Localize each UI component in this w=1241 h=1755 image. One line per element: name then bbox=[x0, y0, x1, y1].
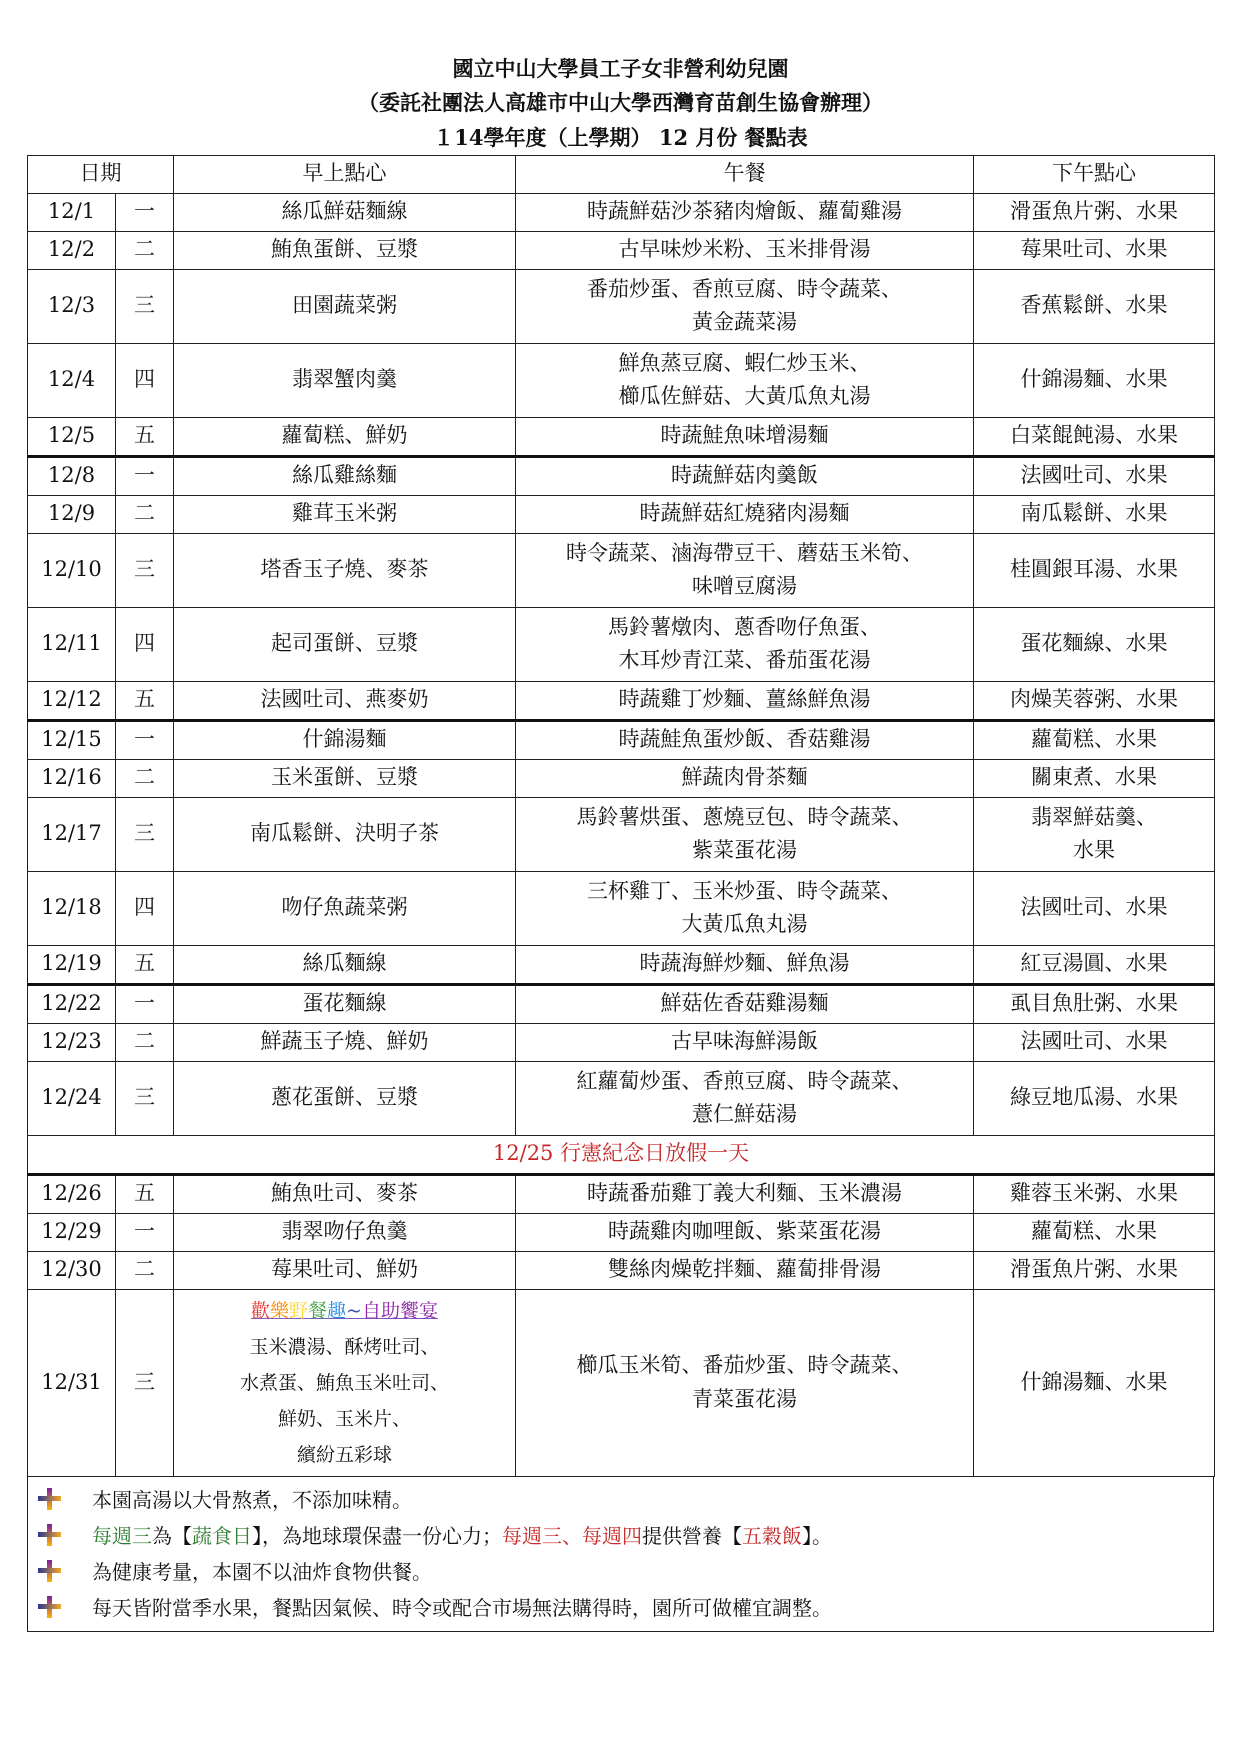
lunch-line: 薏仁鮮菇湯 bbox=[692, 1102, 797, 1127]
date-cell: 12/15 bbox=[28, 720, 116, 759]
note-fragment: 為【 bbox=[152, 1524, 192, 1549]
lunch-cell bbox=[516, 193, 974, 231]
date-cell: 12/8 bbox=[28, 456, 116, 495]
notes-box bbox=[27, 1477, 1214, 1632]
weekday-cell: 三 bbox=[116, 1061, 174, 1135]
lunch-line: 櫛瓜佐鮮菇、大黃瓜魚丸湯 bbox=[618, 384, 871, 409]
afternoon-cell bbox=[974, 193, 1215, 231]
lunch-line: 時蔬鮮菇紅燒豬肉湯麵 bbox=[639, 501, 850, 526]
afternoon-line: 虱目魚肚粥、水果 bbox=[1010, 991, 1178, 1016]
lunch-cell bbox=[516, 417, 974, 456]
lunch-line: 紅蘿蔔炒蛋、香煎豆腐、時令蔬菜、 bbox=[576, 1068, 913, 1093]
weekday-cell: 四 bbox=[116, 607, 174, 681]
picnic-title-char: 宴 bbox=[419, 1299, 439, 1322]
table-row bbox=[28, 1174, 1215, 1213]
weekday-cell: 三 bbox=[116, 269, 174, 343]
lunch-cell bbox=[516, 681, 974, 720]
lunch-line: 時蔬鮭魚味增湯麵 bbox=[660, 423, 829, 448]
note-text: 本園高湯以大骨熬煮，不添加味精。 bbox=[92, 1488, 412, 1513]
weekday-cell: 二 bbox=[116, 231, 174, 269]
menu-page bbox=[27, 50, 1214, 1632]
note-highlight: 五穀飯 bbox=[742, 1524, 802, 1549]
breakfast-cell bbox=[174, 1289, 516, 1476]
header-lunch: 午餐 bbox=[516, 155, 974, 193]
afternoon-line: 香蕉鬆餅、水果 bbox=[1020, 293, 1168, 318]
header-afternoon: 下午點心 bbox=[974, 155, 1215, 193]
date-cell: 12/22 bbox=[28, 984, 116, 1023]
note-text bbox=[92, 1520, 832, 1549]
lunch-line: 櫛瓜玉米筍、番茄炒蛋、時令蔬菜、 bbox=[576, 1353, 913, 1378]
afternoon-cell bbox=[974, 945, 1215, 984]
picnic-title-char: 樂 bbox=[269, 1299, 289, 1322]
breakfast-cell: 蔥花蛋餅、豆漿 bbox=[174, 1061, 516, 1135]
afternoon-cell bbox=[974, 417, 1215, 456]
lunch-line: 時蔬鮮菇肉羹飯 bbox=[671, 463, 818, 488]
cross-bullet-icon bbox=[38, 1523, 62, 1547]
afternoon-cell bbox=[974, 456, 1215, 495]
afternoon-line: 水果 bbox=[1073, 838, 1115, 863]
note-highlight: 每週三、每週四 bbox=[502, 1524, 642, 1549]
weekday-cell: 一 bbox=[116, 984, 174, 1023]
cross-bullet-icon bbox=[38, 1487, 62, 1511]
weekday-cell: 二 bbox=[116, 1023, 174, 1061]
picnic-line: 水煮蛋、鮪魚玉米吐司、 bbox=[239, 1371, 449, 1394]
table-row bbox=[28, 1023, 1215, 1061]
header-date: 日期 bbox=[28, 155, 174, 193]
weekday-cell: 一 bbox=[116, 193, 174, 231]
date-cell: 12/17 bbox=[28, 797, 116, 871]
breakfast-cell: 絲瓜麵線 bbox=[174, 945, 516, 984]
holiday-notice: 12/25 行憲紀念日放假一天 bbox=[28, 1135, 1215, 1174]
table-header-row bbox=[28, 155, 1215, 193]
date-cell: 12/16 bbox=[28, 759, 116, 797]
date-cell: 12/18 bbox=[28, 871, 116, 945]
date-cell: 12/29 bbox=[28, 1213, 116, 1251]
afternoon-cell bbox=[974, 607, 1215, 681]
table-row bbox=[28, 1213, 1215, 1251]
lunch-line: 青菜蛋花湯 bbox=[692, 1386, 797, 1411]
weekday-cell: 二 bbox=[116, 1251, 174, 1289]
weekday-cell: 三 bbox=[116, 533, 174, 607]
lunch-line: 鮮蔬肉骨茶麵 bbox=[681, 765, 808, 790]
note-fragment: 】，為地球環保盡一份心力； bbox=[252, 1524, 502, 1549]
breakfast-cell: 塔香玉子燒、麥茶 bbox=[174, 533, 516, 607]
afternoon-line: 法國吐司、水果 bbox=[1020, 463, 1168, 488]
afternoon-line: 雞蓉玉米粥、水果 bbox=[1010, 1181, 1178, 1206]
afternoon-cell bbox=[974, 495, 1215, 533]
lunch-cell bbox=[516, 533, 974, 607]
table-row bbox=[28, 193, 1215, 231]
afternoon-line: 紅豆湯圓、水果 bbox=[1020, 951, 1168, 976]
breakfast-cell: 鮮蔬玉子燒、鮮奶 bbox=[174, 1023, 516, 1061]
table-row bbox=[28, 1289, 1215, 1476]
breakfast-cell: 蛋花麵線 bbox=[174, 984, 516, 1023]
date-cell: 12/9 bbox=[28, 495, 116, 533]
afternoon-cell bbox=[974, 1251, 1215, 1289]
date-cell: 12/12 bbox=[28, 681, 116, 720]
afternoon-line: 法國吐司、水果 bbox=[1020, 1029, 1168, 1054]
weekday-cell: 三 bbox=[116, 1289, 174, 1476]
afternoon-line: 肉燥芙蓉粥、水果 bbox=[1010, 687, 1178, 712]
breakfast-cell: 蘿蔔糕、鮮奶 bbox=[174, 417, 516, 456]
picnic-title-char: 餐 bbox=[308, 1299, 328, 1322]
afternoon-cell bbox=[974, 759, 1215, 797]
date-cell: 12/3 bbox=[28, 269, 116, 343]
breakfast-cell: 絲瓜鮮菇麵線 bbox=[174, 193, 516, 231]
afternoon-line: 什錦湯麵、水果 bbox=[1020, 367, 1168, 392]
breakfast-cell: 吻仔魚蔬菜粥 bbox=[174, 871, 516, 945]
table-row bbox=[28, 720, 1215, 759]
breakfast-cell: 鮪魚蛋餅、豆漿 bbox=[174, 231, 516, 269]
lunch-cell bbox=[516, 945, 974, 984]
lunch-line: 時蔬番茄雞丁義大利麵、玉米濃湯 bbox=[587, 1181, 902, 1206]
afternoon-cell bbox=[974, 533, 1215, 607]
lunch-line: 大黃瓜魚丸湯 bbox=[681, 912, 808, 937]
table-row bbox=[28, 681, 1215, 720]
lunch-cell bbox=[516, 871, 974, 945]
menu-title: １14學年度（上學期） 12 月份 餐點表 bbox=[433, 124, 808, 150]
afternoon-cell bbox=[974, 1213, 1215, 1251]
table-row bbox=[28, 871, 1215, 945]
afternoon-line: 滑蛋魚片粥、水果 bbox=[1010, 199, 1178, 224]
lunch-cell bbox=[516, 1023, 974, 1061]
lunch-cell bbox=[516, 1174, 974, 1213]
afternoon-cell bbox=[974, 871, 1215, 945]
lunch-cell bbox=[516, 269, 974, 343]
date-cell: 12/4 bbox=[28, 343, 116, 417]
note-fragment: 】。 bbox=[802, 1524, 832, 1549]
weekday-cell: 二 bbox=[116, 759, 174, 797]
afternoon-line: 滑蛋魚片粥、水果 bbox=[1010, 1257, 1178, 1282]
header-breakfast: 早上點心 bbox=[174, 155, 516, 193]
date-cell: 12/11 bbox=[28, 607, 116, 681]
picnic-line: 鮮奶、玉米片、 bbox=[277, 1407, 411, 1430]
weekday-cell: 四 bbox=[116, 343, 174, 417]
table-row bbox=[28, 456, 1215, 495]
note-item bbox=[38, 1481, 1201, 1517]
operator-name: （委託社團法人高雄市中山大學西灣育苗創生協會辦理） bbox=[358, 90, 883, 116]
note-item bbox=[38, 1589, 1201, 1625]
picnic-title-char: 饗 bbox=[400, 1299, 420, 1322]
lunch-line: 番茄炒蛋、香煎豆腐、時令蔬菜、 bbox=[587, 276, 902, 301]
weekday-cell: 四 bbox=[116, 871, 174, 945]
picnic-title-char: 歡 bbox=[250, 1299, 270, 1322]
lunch-line: 時蔬雞肉咖哩飯、紫菜蛋花湯 bbox=[608, 1219, 881, 1244]
table-row bbox=[28, 417, 1215, 456]
table-row bbox=[28, 231, 1215, 269]
holiday-row bbox=[28, 1135, 1215, 1174]
weekday-cell: 一 bbox=[116, 720, 174, 759]
lunch-cell bbox=[516, 231, 974, 269]
afternoon-cell bbox=[974, 1061, 1215, 1135]
table-row bbox=[28, 495, 1215, 533]
picnic-line: 玉米濃湯、酥烤吐司、 bbox=[249, 1335, 440, 1358]
lunch-line: 三杯雞丁、玉米炒蛋、時令蔬菜、 bbox=[587, 878, 902, 903]
date-cell: 12/30 bbox=[28, 1251, 116, 1289]
afternoon-line: 綠豆地瓜湯、水果 bbox=[1010, 1085, 1178, 1110]
breakfast-cell: 法國吐司、燕麥奶 bbox=[174, 681, 516, 720]
meal-table bbox=[27, 155, 1215, 1477]
note-item bbox=[38, 1553, 1201, 1589]
note-item bbox=[38, 1517, 1201, 1553]
afternoon-cell: 什錦湯麵、水果 bbox=[974, 1289, 1215, 1476]
lunch-line: 馬鈴薯烘蛋、蔥燒豆包、時令蔬菜、 bbox=[576, 804, 913, 829]
breakfast-cell: 莓果吐司、鮮奶 bbox=[174, 1251, 516, 1289]
lunch-cell bbox=[516, 720, 974, 759]
afternoon-line: 法國吐司、水果 bbox=[1020, 895, 1168, 920]
school-name: 國立中山大學員工子女非營利幼兒園 bbox=[452, 56, 789, 81]
picnic-line: 繽紛五彩球 bbox=[296, 1443, 392, 1466]
breakfast-cell: 絲瓜雞絲麵 bbox=[174, 456, 516, 495]
date-cell: 12/23 bbox=[28, 1023, 116, 1061]
afternoon-cell bbox=[974, 1174, 1215, 1213]
weekday-cell: 五 bbox=[116, 945, 174, 984]
date-cell: 12/24 bbox=[28, 1061, 116, 1135]
cross-bullet-icon bbox=[38, 1595, 62, 1619]
lunch-cell bbox=[516, 1289, 974, 1476]
breakfast-cell: 翡翠蟹肉羹 bbox=[174, 343, 516, 417]
lunch-line: 味噌豆腐湯 bbox=[692, 574, 797, 599]
afternoon-line: 蛋花麵線、水果 bbox=[1020, 631, 1168, 656]
lunch-cell bbox=[516, 984, 974, 1023]
breakfast-cell: 鮪魚吐司、麥茶 bbox=[174, 1174, 516, 1213]
afternoon-cell bbox=[974, 797, 1215, 871]
lunch-line: 鮮菇佐香菇雞湯麵 bbox=[660, 991, 829, 1016]
lunch-line: 時蔬鮮菇沙茶豬肉燴飯、蘿蔔雞湯 bbox=[587, 199, 902, 224]
picnic-title-char: 趣 bbox=[327, 1299, 347, 1322]
lunch-cell bbox=[516, 759, 974, 797]
table-row bbox=[28, 945, 1215, 984]
picnic-title-char: ~ bbox=[346, 1299, 362, 1322]
breakfast-cell: 起司蛋餅、豆漿 bbox=[174, 607, 516, 681]
lunch-line: 馬鈴薯燉肉、蔥香吻仔魚蛋、 bbox=[608, 614, 881, 639]
weekday-cell: 五 bbox=[116, 417, 174, 456]
note-highlight: 蔬食日 bbox=[192, 1524, 252, 1549]
afternoon-line: 桂圓銀耳湯、水果 bbox=[1010, 557, 1178, 582]
date-cell: 12/26 bbox=[28, 1174, 116, 1213]
lunch-cell bbox=[516, 607, 974, 681]
lunch-line: 古早味炒米粉、玉米排骨湯 bbox=[618, 237, 871, 262]
afternoon-cell bbox=[974, 1023, 1215, 1061]
breakfast-cell: 翡翠吻仔魚羹 bbox=[174, 1213, 516, 1251]
date-cell: 12/31 bbox=[28, 1289, 116, 1476]
table-row bbox=[28, 533, 1215, 607]
afternoon-line: 南瓜鬆餅、水果 bbox=[1020, 501, 1168, 526]
lunch-line: 時蔬鮭魚蛋炒飯、香菇雞湯 bbox=[618, 727, 871, 752]
lunch-cell bbox=[516, 1213, 974, 1251]
table-row bbox=[28, 797, 1215, 871]
afternoon-cell bbox=[974, 269, 1215, 343]
lunch-cell bbox=[516, 797, 974, 871]
lunch-line: 木耳炒青江菜、番茄蛋花湯 bbox=[618, 648, 871, 673]
lunch-cell bbox=[516, 456, 974, 495]
lunch-line: 時蔬雞丁炒麵、薑絲鮮魚湯 bbox=[618, 687, 871, 712]
afternoon-cell bbox=[974, 343, 1215, 417]
weekday-cell: 五 bbox=[116, 1174, 174, 1213]
lunch-cell bbox=[516, 1251, 974, 1289]
afternoon-line: 莓果吐司、水果 bbox=[1020, 237, 1168, 262]
afternoon-cell bbox=[974, 984, 1215, 1023]
weekday-cell: 一 bbox=[116, 456, 174, 495]
breakfast-cell: 雞茸玉米粥 bbox=[174, 495, 516, 533]
picnic-title-char: 野 bbox=[289, 1299, 309, 1322]
weekday-cell: 一 bbox=[116, 1213, 174, 1251]
table-row bbox=[28, 759, 1215, 797]
note-text: 為健康考量，本園不以油炸食物供餐。 bbox=[92, 1560, 432, 1585]
afternoon-line: 翡翠鮮菇羹、 bbox=[1031, 804, 1157, 829]
table-row bbox=[28, 1061, 1215, 1135]
table-row bbox=[28, 984, 1215, 1023]
lunch-cell bbox=[516, 495, 974, 533]
afternoon-cell bbox=[974, 681, 1215, 720]
picnic-title-char: 助 bbox=[380, 1299, 400, 1322]
lunch-cell bbox=[516, 343, 974, 417]
date-cell: 12/5 bbox=[28, 417, 116, 456]
date-cell: 12/1 bbox=[28, 193, 116, 231]
weekday-cell: 三 bbox=[116, 797, 174, 871]
lunch-line: 紫菜蛋花湯 bbox=[692, 838, 797, 863]
weekday-cell: 五 bbox=[116, 681, 174, 720]
afternoon-line: 關東煮、水果 bbox=[1031, 765, 1157, 790]
breakfast-cell: 什錦湯麵 bbox=[174, 720, 516, 759]
date-cell: 12/2 bbox=[28, 231, 116, 269]
cross-bullet-icon bbox=[38, 1559, 62, 1583]
lunch-line: 時令蔬菜、滷海帶豆干、蘑菇玉米筍、 bbox=[566, 540, 923, 565]
note-highlight: 每週三 bbox=[92, 1524, 152, 1549]
table-row bbox=[28, 269, 1215, 343]
breakfast-cell: 南瓜鬆餅、決明子茶 bbox=[174, 797, 516, 871]
afternoon-line: 蘿蔔糕、水果 bbox=[1031, 727, 1157, 752]
lunch-line: 黃金蔬菜湯 bbox=[692, 310, 797, 335]
afternoon-cell bbox=[974, 231, 1215, 269]
afternoon-line: 蘿蔔糕、水果 bbox=[1031, 1219, 1157, 1244]
afternoon-line: 白菜餛飩湯、水果 bbox=[1010, 423, 1178, 448]
lunch-line: 時蔬海鮮炒麵、鮮魚湯 bbox=[639, 951, 850, 976]
table-row bbox=[28, 607, 1215, 681]
lunch-line: 鮮魚蒸豆腐、蝦仁炒玉米、 bbox=[618, 350, 871, 375]
note-text: 每天皆附當季水果，餐點因氣候、時令或配合市場無法購得時，園所可做權宜調整。 bbox=[92, 1596, 832, 1621]
picnic-title-char: 自 bbox=[361, 1299, 381, 1322]
afternoon-cell bbox=[974, 720, 1215, 759]
table-row bbox=[28, 1251, 1215, 1289]
date-cell: 12/10 bbox=[28, 533, 116, 607]
breakfast-cell: 玉米蛋餅、豆漿 bbox=[174, 759, 516, 797]
date-cell: 12/19 bbox=[28, 945, 116, 984]
breakfast-cell: 田園蔬菜粥 bbox=[174, 269, 516, 343]
meal-table-body bbox=[28, 193, 1215, 1476]
lunch-line: 古早味海鮮湯飯 bbox=[671, 1029, 818, 1054]
table-row bbox=[28, 343, 1215, 417]
picnic-title bbox=[178, 1293, 511, 1329]
note-fragment: 提供營養【 bbox=[642, 1524, 742, 1549]
lunch-line: 雙絲肉燥乾拌麵、蘿蔔排骨湯 bbox=[608, 1257, 881, 1282]
lunch-cell bbox=[516, 1061, 974, 1135]
weekday-cell: 二 bbox=[116, 495, 174, 533]
